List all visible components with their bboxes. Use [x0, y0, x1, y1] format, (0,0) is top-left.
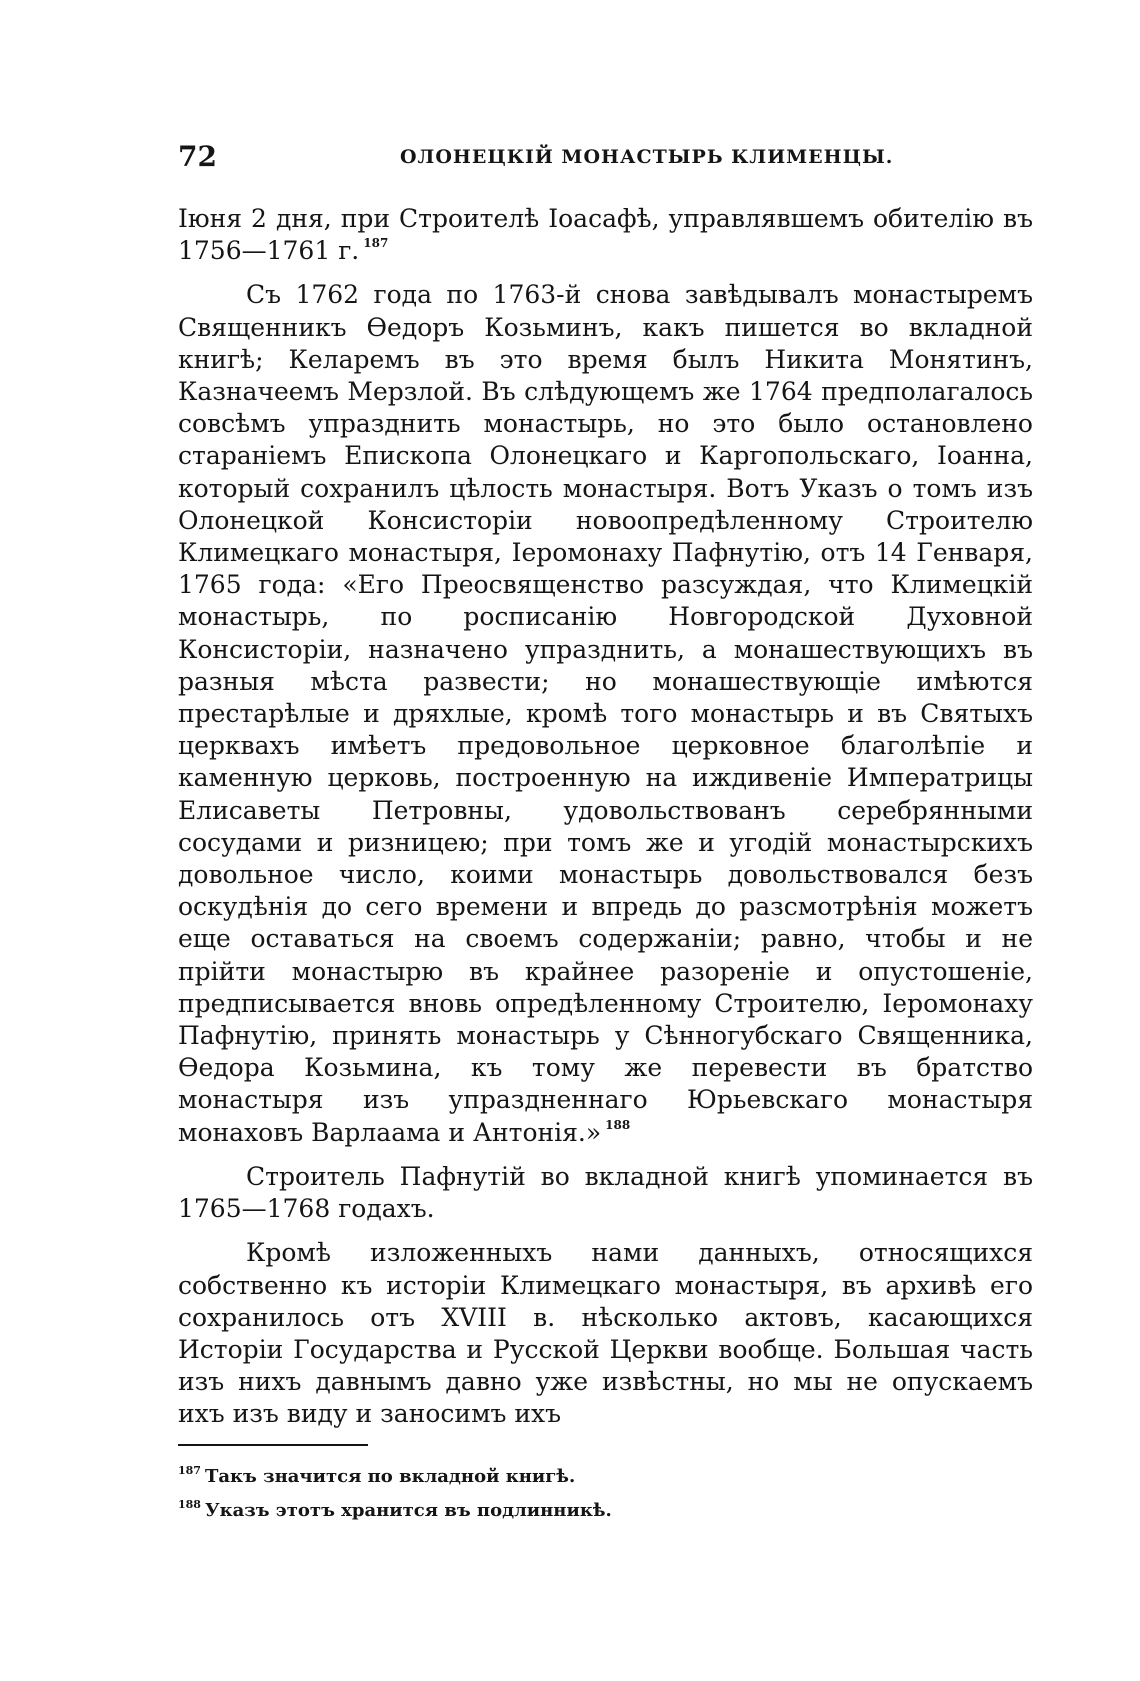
- paragraph-1: [178, 203, 1033, 267]
- footnote-text: Указъ этотъ хранится въ подлинникѣ.: [204, 1500, 612, 1521]
- paragraph-3: [178, 1161, 1033, 1225]
- paragraph-2: [178, 279, 1033, 1148]
- body-text: [178, 203, 1033, 1443]
- paragraph-4: [178, 1237, 1033, 1430]
- paragraph-3-text: Строитель Пафнутій во вкладной книгѣ упоминается въ 1765—1768 годахъ.: [178, 1161, 1033, 1224]
- footnote-number: 187: [178, 1464, 201, 1477]
- footnote-ref-187: 187: [363, 236, 389, 251]
- footnote-188: [178, 1494, 878, 1528]
- paragraph-2-text: Съ 1762 года по 1763-й снова завѣдывалъ монастыремъ Священникъ Ѳедоръ Козьминъ, какъ пишется во вкладной книгѣ; Келаремъ въ это время былъ Никита Монятинъ, Казначеемъ Мерзлой. Въ слѣдующемъ же 1764 предполагалось совсѣмъ упразднить монастырь, но это было остановлено стараніемъ Епископа Олонецкаго и Каргопольскаго, Іоанна, который сохранилъ цѣлость монастыря. Вотъ Указъ о томъ изъ Олонецкой Консисторіи новоопредѣленному Строителю Климецкаго монастыря, Іеромонаху Пафнутію, отъ 14 Генваря, 1765 года: «Его Преосвященство разсуждая, что Климецкій монастырь, по росписанію Новгородской Духовной Консисторіи, назначено упразднить, а монашествующихъ въ разныя мѣста развести; но монашествующіе имѣются престарѣлые и дряхлые, кромѣ того монастырь и въ Святыхъ церквахъ имѣетъ предовольное церковное благолѣпіе и каменную церковь, построенную на иждивеніе Императрицы Елисаветы Петровны, удовольствованъ серебрянными сосудами и ризницею; при томъ же и угодій монастырскихъ довольное число, коими монастырь довольствовался безъ оскудѣнія до сего времени и впредь до разсмотрѣнія можетъ еще оставаться на своемъ содержаніи; равно, чтобы и не прійти монастырю въ крайнее разореніе и опустошеніе, предписывается вновь опредѣленному Строителю, Іеромонаху Пафнутію, принять монастырь у Сѣнногубскаго Священника, Ѳедора Козьмина, къ тому же перевести въ братство монастыря изъ упраздненнаго Юрьевскаго монастыря монаховъ Варлаама и Антонія.»: [178, 280, 1033, 1147]
- footnote-number: 188: [178, 1498, 201, 1511]
- page-number: 72: [178, 140, 217, 173]
- paragraph-1-text: Іюня 2 дня, при Строителѣ Іоасафѣ, управлявшемъ обителію въ 1756—1761 г.: [178, 204, 1033, 266]
- running-title: ОЛОНЕЦКІЙ МОНАСТЫРЬ КЛИМЕНЦЫ.: [400, 146, 894, 168]
- paragraph-4-text: Кромѣ изложенныхъ нами данныхъ, относящихся собственно къ исторіи Климецкаго монастыря, въ архивѣ его сохранилось отъ XVIII в. нѣсколько актовъ, касающихся Исторіи Государства и Русской Церкви вообще. Большая часть изъ нихъ давнымъ давно уже извѣстны, но мы не опускаемъ ихъ изъ виду и заносимъ ихъ: [178, 1238, 1033, 1429]
- footnotes: [178, 1460, 878, 1528]
- footnote-divider: [178, 1444, 368, 1446]
- footnote-187: [178, 1460, 878, 1494]
- footnote-text: Такъ значится по вкладной книгѣ.: [204, 1466, 576, 1487]
- footnote-ref-188: 188: [605, 1117, 631, 1132]
- page-header: [178, 140, 1038, 180]
